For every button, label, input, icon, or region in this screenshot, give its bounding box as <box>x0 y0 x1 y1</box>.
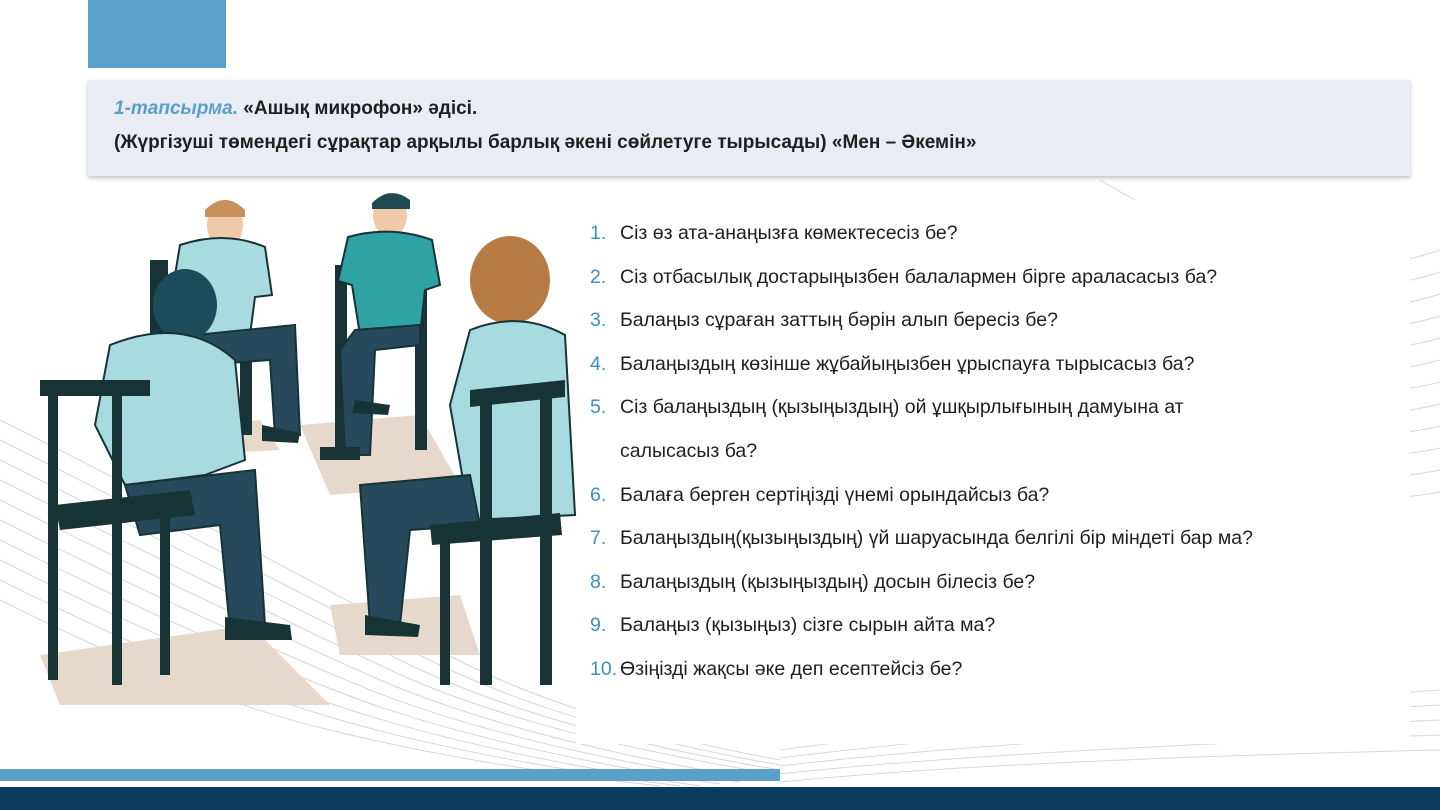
task-header <box>88 80 1410 176</box>
question-text: Балаға берген сертіңізді үнемі орындайсыз ба? <box>620 483 1050 506</box>
question-item-continuation <box>590 430 1420 474</box>
question-item <box>590 648 1420 692</box>
question-number: 2. <box>590 265 607 288</box>
question-number: 4. <box>590 352 607 375</box>
question-text: Өзіңізді жақсы әке деп есептейсіз бе? <box>620 657 963 680</box>
question-number: 8. <box>590 570 607 593</box>
question-number: 6. <box>590 483 607 506</box>
question-item <box>590 299 1420 343</box>
question-item <box>590 386 1420 430</box>
question-number: 3. <box>590 309 607 332</box>
task-title <box>114 98 477 120</box>
question-item <box>590 256 1420 300</box>
task-label: 1-тапсырма. <box>114 98 239 119</box>
top-accent-block <box>88 0 226 68</box>
question-number: 5. <box>590 396 607 419</box>
question-text: Балаңыз сұраған заттың бәрін алып бересіз бе? <box>620 309 1058 332</box>
question-number: 1. <box>590 222 607 244</box>
question-item <box>590 474 1420 518</box>
question-item <box>590 561 1420 605</box>
task-instruction: (Жүргізуші төмендегі сұрақтар арқылы барлық әкені сөйлетуге тырысады) «Мен – Әкемін» <box>114 132 977 153</box>
question-text: Балаңыз (қызыңыз) сізге сырын айта ма? <box>620 614 996 637</box>
question-item <box>590 343 1420 387</box>
question-number: 9. <box>590 614 607 637</box>
question-number: 7. <box>590 527 607 550</box>
footer-bar <box>0 787 1440 810</box>
question-text: Балаңыздың (қызыңыздың) досын білесіз бе? <box>620 570 1036 593</box>
question-text: Сіз өз ата-анаңызға көмектесесіз бе? <box>620 222 958 244</box>
men-sitting-in-circle-illustration <box>0 185 580 705</box>
question-text: Балаңыздың(қызыңыздың) үй шаруасында белгілі бір міндеті бар ма? <box>620 527 1253 550</box>
question-item <box>590 604 1420 648</box>
question-item <box>590 517 1420 561</box>
question-text: Сіз балаңыздың (қызыңыздың) ой ұшқырлығының дамуына ат <box>620 396 1184 419</box>
footer-accent-bar <box>0 769 780 781</box>
question-number: 10. <box>590 657 618 680</box>
method-name: «Ашық микрофон» әдісі. <box>243 98 478 119</box>
question-text: Сіз отбасылық достарыңызбен балалармен бірге араласасыз ба? <box>620 265 1218 288</box>
question-list <box>590 212 1420 692</box>
question-text: Балаңыздың көзінше жұбайыңызбен ұрыспауға тырысасыз ба? <box>620 352 1195 375</box>
question-item <box>590 212 1420 256</box>
question-text: салысасыз ба? <box>620 439 758 462</box>
